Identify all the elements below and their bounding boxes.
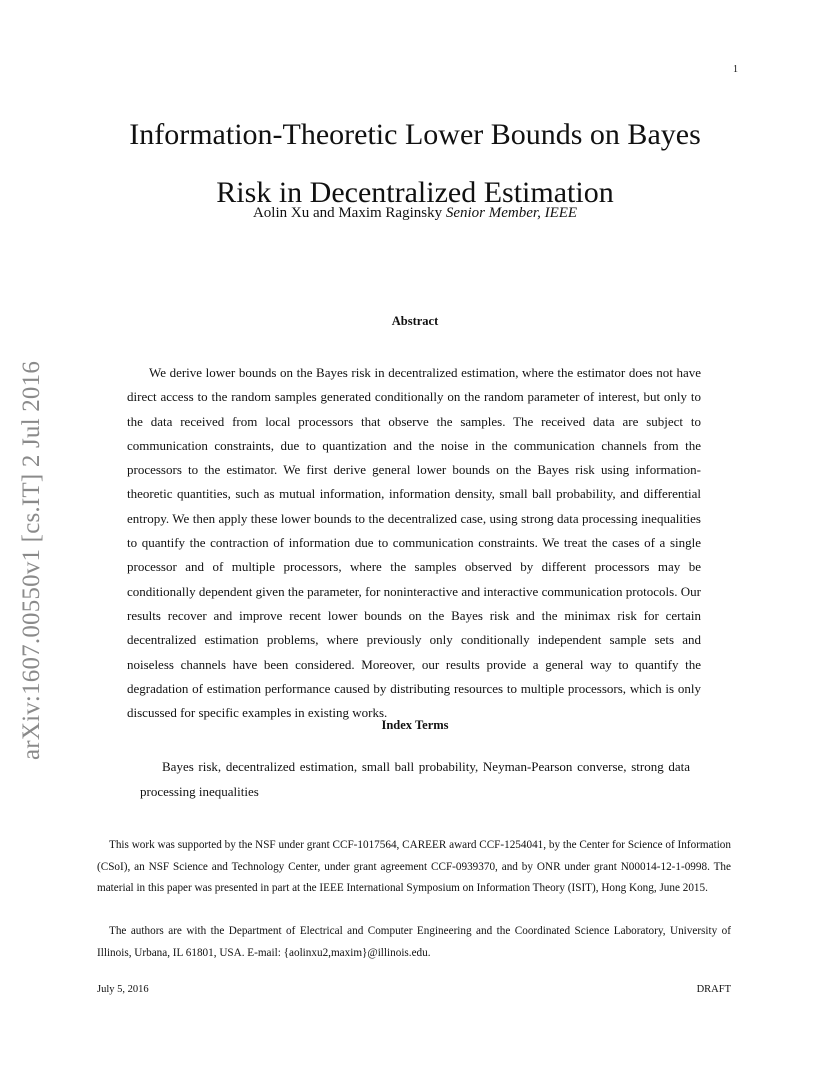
paper-title-line-1: Information-Theoretic Lower Bounds on Bayes: [129, 118, 701, 152]
index-terms-body: Bayes risk, decentralized estimation, small ball probability, Neyman-Pearson converse, strong data processing inequalities: [140, 759, 690, 799]
abstract-body: We derive lower bounds on the Bayes risk in decentralized estimation, where the estimator does not have direct access to the random samples generated conditionally on the random parameter of interest, but only to the data received from local processors that observe the samples. The received data are subject to communication constraints, due to quantization and the noise in the communication channels from the processors to the estimator. We first derive general lower bounds on the Bayes risk using information-theoretic quantities, such as mutual information, information density, small ball probability, and differential entropy. We then apply these lower bounds to the decentralized case, using strong data processing inequalities to quantify the contraction of information due to communication constraints. We treat the cases of a single processor and of multiple processors, where the samples observed by different processors may be conditionally dependent given the parameter, for noninteractive and interactive communication protocols. Our results recover and improve recent lower bounds on the Bayes risk and the minimax risk for certain decentralized estimation problems, where previously only conditionally independent sample sets and noiseless channels have been considered. Moreover, our results provide a general way to quantify the degradation of estimation performance caused by distributing resources to multiple processors, which is only discussed for specific examples in existing works.: [127, 365, 701, 721]
index-terms-heading: Index Terms: [381, 718, 449, 732]
author-line: [60, 205, 770, 222]
page-number: 1: [733, 64, 738, 75]
abstract-heading: Abstract: [391, 314, 439, 328]
footer-date: July 5, 2016: [97, 984, 149, 995]
footer-draft-label: DRAFT: [696, 984, 731, 995]
author-names: Aolin Xu and Maxim Raginsky: [252, 205, 443, 221]
funding-footnote: This work was supported by the NSF under grant CCF-1017564, CAREER award CCF-1254041, by the Center for Science of Information (CSoI), an NSF Science and Technology Center, under grant agreement CCF-0939370, and by ONR under grant N00014-12-1-0998. The material in this paper was presented in part at the IEEE International Symposium on Information Theory (ISIT), Hong Kong, June 2015.: [97, 839, 731, 895]
affiliation-footnote: The authors are with the Department of Electrical and Computer Engineering and the Coordinated Science Laboratory, University of Illinois, Urbana, IL 61801, USA. E-mail: {aolinxu2,maxim}@illinois.edu.: [97, 925, 731, 959]
author-membership: Senior Member, IEEE: [445, 205, 578, 221]
paper-title-line-2: Risk in Decentralized Estimation: [216, 176, 614, 210]
arxiv-identifier-stamp: arXiv:1607.00550v1 [cs.IT] 2 Jul 2016: [18, 360, 45, 760]
